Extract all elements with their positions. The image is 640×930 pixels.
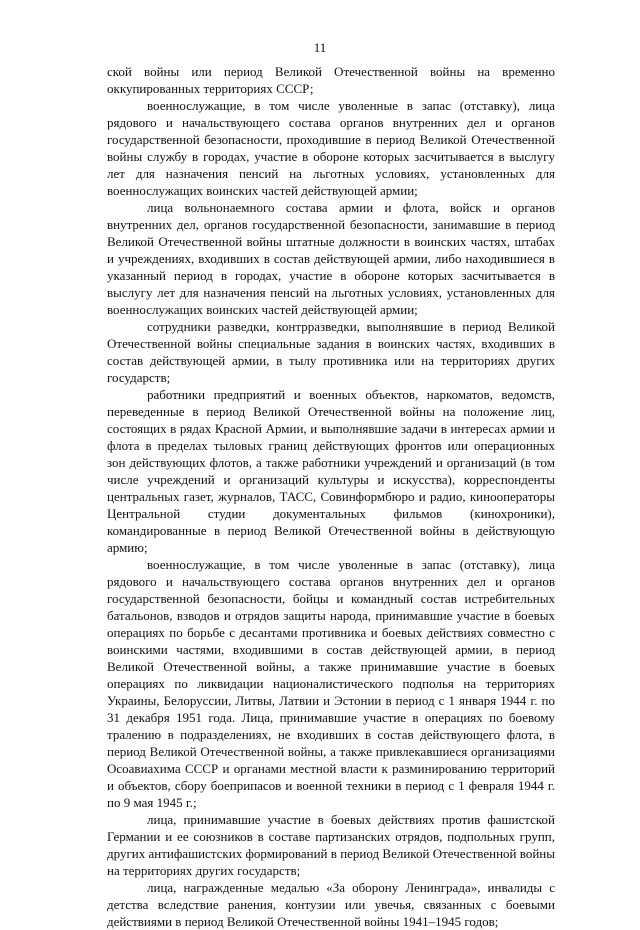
paragraph-enterprise-workers: работники предприятий и военных объектов, наркоматов, ведомств, переведенные в период Великой Отечественной войны на положение лиц, состоящих в рядах Красной Армии, и выполнявшие задачи в интересах армии и флота в пределах тыловых границ действующих фронтов или операционных зон действующих флотов, а также работники учреждений и организаций (в том числе учреждений и организаций культуры и искусства), корреспонденты центральных газет, журналов, ТАСС, Совинформбюро и радио, кинооператоры Центральной студии документальных фильмов (кинохроники), командированные в период Великой Отечественной войны в действующую армию; [107,387,555,555]
paragraph-civilian-staff: лица вольнонаемного состава армии и флота, войск и органов внутренних дел, органов государственной безопасности, занимавшие в период Великой Отечественной войны штатные должности в воинских частях, штабах и учреждениях, входивших в состав действующей армии, либо находившиеся в указанный период в городах, участие в обороне которых засчитывается в выслугу лет для назначения пенсий на льготных условиях, установленных для военнослужащих воинских частей действующей армии; [107,200,555,317]
paragraph-servicemen-operations: военнослужащие, в том числе уволенные в запас (отставку), лица рядового и начальствующего состава органов внутренних дел и органов государственной безопасности, бойцы и командный состав истребительных батальонов, взводов и отрядов защиты народа, принимавшие участие в боевых операциях по борьбе с десантами противника и боевых действиях совместно с воинскими частями, входившими в состав действующей армии, в период Великой Отечественной войны, а также принимавшие участие в боевых операциях по ликвидации националистического подполья на территориях Украины, Белоруссии, Литвы, Латвии и Эстонии в период с 1 января 1944 г. по 31 декабря 1951 года. Лица, принимавшие участие в операциях по боевому тралению в подразделениях, не входивших в состав действующего флота, в период Великой Отечественной войны, а также привлекавшиеся организациями Осоавиахима СССР и органами местной власти к разминированию территорий и объектов, сбору боеприпасов и военной техники в период с 1 февраля 1944 г. по 9 мая 1945 г.; [107,557,555,810]
paragraph-partisans: лица, принимавшие участие в боевых действиях против фашистской Германии и ее союзников в составе партизанских отрядов, подпольных групп, других антифашистских формирований в период Великой Отечественной войны на территориях других государств; [107,812,555,878]
paragraph-leningrad-medal: лица, награжденные медалью «За оборону Ленинграда», инвалиды с детства вследствие ранения, контузии или увечья, связанных с боевыми действиями в период Великой Отечественной войны 1941–1945 годов; [107,880,555,929]
document-body [107,63,555,930]
page-number: 11 [313,40,327,55]
paragraph-intelligence-officers: сотрудники разведки, контрразведки, выполнявшие в период Великой Отечественной войны специальные задания в воинских частях, входивших в состав действующей армии, в тылу противника или на территориях других государств; [107,319,555,385]
paragraph-servicemen-cities: военнослужащие, в том числе уволенные в запас (отставку), лица рядового и начальствующего состава органов внутренних дел и органов государственной безопасности, проходившие в период Великой Отечественной войны службу в городах, участие в обороне которых засчитывается в выслугу лет для назначения пенсий на льготных условиях, установленных для военнослужащих воинских частей действующей армии; [107,98,555,198]
paragraph-continued: ской войны или период Великой Отечественной войны на временно оккупированных территориях СССР; [107,64,555,96]
